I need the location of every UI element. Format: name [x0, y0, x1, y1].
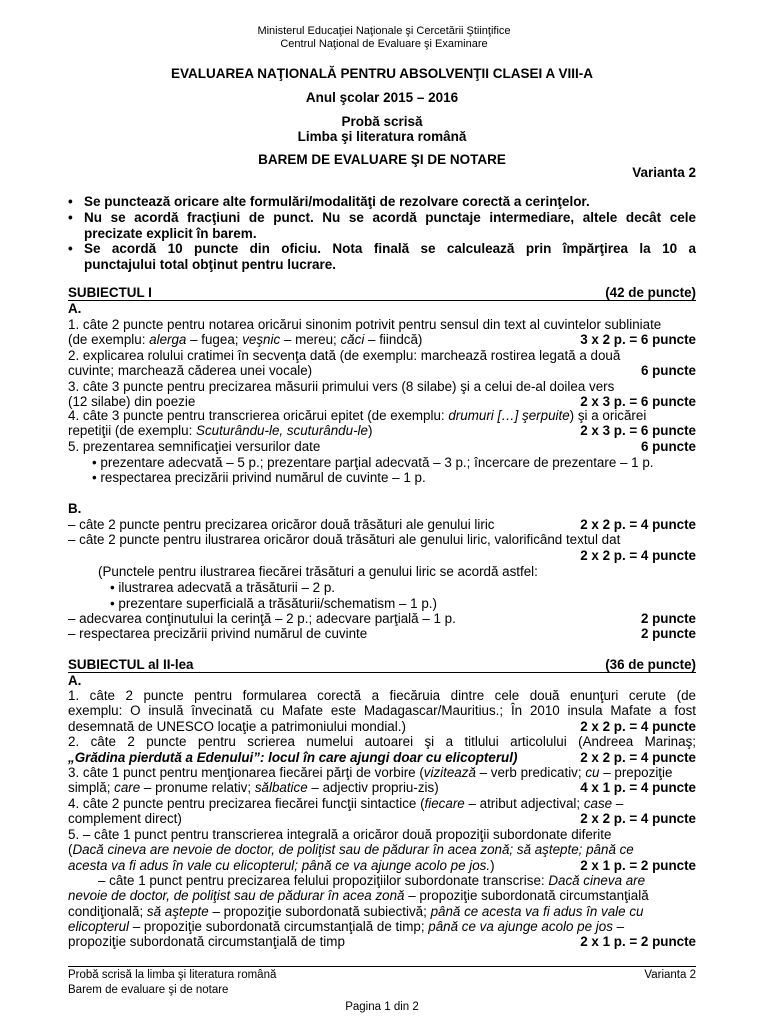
bullet-icon: •	[68, 194, 73, 209]
s1-b-line: – adecvarea conţinutului la cerinţă – 2 p.; adecvare parţială – 1 p. 2 puncte	[68, 611, 696, 626]
score: 2 x 3 p. = 6 puncte	[580, 394, 696, 409]
s1-b-line: – câte 2 puncte pentru ilustrarea oricăror două trăsături ale genului liric, valorificând textul dat	[68, 532, 621, 547]
rule-2: Nu se acordă fracţiuni de punct. Nu se acordă punctaje intermediare, altele decât cele	[84, 210, 696, 225]
subiect-1-title: SUBIECTUL I	[68, 285, 152, 300]
s1-sub-bullet: • respectarea precizării privind numărul de cuvinte – 1 p.	[92, 470, 426, 485]
s2-line: 1. câte 2 puncte pentru formularea corectă a fiecăruia dintre cele două enunţuri cerute (de	[68, 688, 696, 703]
score: 2 x 2 p. = 4 puncte	[580, 719, 696, 734]
s2-line: 4. câte 2 puncte pentru precizarea fiecărei funcţii sintactice (fiecare – atribut adjectival; case –	[68, 796, 624, 811]
s1-b-note: • ilustrarea adecvată a trăsăturii – 2 p.	[110, 580, 336, 595]
score: 2 x 2 p. = 4 puncte	[580, 750, 696, 765]
s2-line: „Grădina pierdută a Edenului”: locul în care ajungi doar cu elicopterul) 2 x 2 p. = 4 puncte	[68, 750, 696, 765]
s1-line: (de exemplu: alerga – fugea; veşnic – mereu; căci – fiindcă) 3 x 2 p. = 6 puncte	[68, 332, 696, 347]
s1-sub-bullet: • prezentare adecvată – 5 p.; prezentare parţial adecvată – 3 p.; încercare de prezentare – 1 p.	[92, 455, 654, 470]
score: 2 x 2 p. = 4 puncte	[580, 548, 696, 563]
s2-line: – câte 1 punct pentru precizarea felului propoziţiilor subordonate transcrise: Dacă cineva are	[98, 873, 646, 888]
score: 2 x 1 p. = 2 puncte	[580, 858, 696, 873]
rule-3: Se acordă 10 puncte din oficiu. Nota finală se calculează prin împărţirea la 10 a	[84, 241, 696, 256]
s1-b-note: • prezentare superficială a trăsăturii/schematism – 1 p.)	[110, 596, 437, 611]
bullet-icon: •	[68, 241, 73, 256]
s2-line: (Dacă cineva are nevoie de doctor, de poliţist sau de pădurar în acea zonă; să aştepte; până ce	[68, 842, 634, 857]
exam-title: EVALUAREA NAŢIONALĂ PENTRU ABSOLVENŢII CLASEI A VIII-A	[170, 66, 593, 81]
bullet-icon: •	[68, 210, 73, 225]
score: 2 x 2 p. = 4 puncte	[580, 517, 696, 532]
score: 2 x 3 p. = 6 puncte	[580, 423, 696, 438]
s2-line: elicopterul – propoziţie subordonată circumstanţială de timp; până ce va ajunge acolo pe jos –	[68, 919, 625, 934]
barem-title: BAREM DE EVALUARE ŞI DE NOTARE	[258, 152, 506, 167]
score: 2 puncte	[640, 611, 696, 626]
s1-line: 2. explicarea rolului cratimei în secvenţa dată (de exemplu: marchează rostirea legată a două	[68, 348, 621, 363]
section-a-label: A.	[68, 301, 82, 316]
ministry-name: Ministerul Educaţiei Naţionale şi Cercetării Ştiinţifice	[257, 25, 511, 37]
s2-line: condiţională; să aştepte – propoziţie subordonată subiectivă; până ce acesta va fi adus în vale cu	[68, 904, 644, 919]
s2-line: nevoie de doctor, de poliţist sau de pădurar în acea zonă – propoziţie subordonată circumstanţială	[68, 888, 649, 903]
score: 4 x 1 p. = 4 puncte	[580, 780, 696, 795]
s1-line: 3. câte 3 puncte pentru precizarea măsurii primului vers (8 silabe) şi a celui de-al doilea vers	[68, 379, 615, 394]
score: 6 puncte	[640, 439, 696, 454]
ministry-header	[0, 25, 768, 51]
s1-line: repetiţii (de exemplu: Scuturându-le, scuturându-le) 2 x 3 p. = 6 puncte	[68, 423, 696, 438]
subiect-1-points: (42 de puncte)	[605, 285, 696, 300]
subiect-2-header	[68, 657, 696, 673]
score: 3 x 2 p. = 6 puncte	[580, 332, 696, 347]
s2-line: 5. – câte 1 punct pentru transcrierea integrală a oricăror două propoziţii subordonate diferite	[68, 827, 612, 842]
footer-divider	[68, 966, 696, 967]
s1-line: 1. câte 2 puncte pentru notarea oricărui sinonim potrivit pentru sensul din text al cuvintelor subliniate	[68, 317, 662, 332]
footer-left-2: Barem de evaluare şi de notare	[68, 984, 229, 996]
score: 6 puncte	[640, 363, 696, 378]
s1-b-line: – respectarea precizării privind numărul de cuvinte 2 puncte	[68, 626, 696, 641]
s2-line: desemnată de UNESCO locaţie a patrimoniului mondial.) 2 x 2 p. = 4 puncte	[68, 719, 696, 734]
s2-line: exemplu: O insulă învecinată cu Mafate este Madagascar/Mauritius.; În 2010 insula Mafate a fost	[68, 703, 696, 718]
s1-b-note: (Punctele pentru ilustrarea fiecărei trăsături a genului liric se acordă astfel:	[98, 564, 538, 579]
footer-variant: Varianta 2	[644, 969, 696, 981]
s2-line: simplă; care – pronume relativ; sălbatice – adjectiv propriu-zis) 4 x 1 p. = 4 puncte	[68, 780, 696, 795]
footer-left-1: Probă scrisă la limba şi literatura română Varianta 2	[68, 969, 696, 981]
s1-line: 5. prezentarea semnificaţiei versurilor date 6 puncte	[68, 439, 696, 454]
s1-b-line: – câte 2 puncte pentru precizarea oricăror două trăsături ale genului liric 2 x 2 p. = 4 puncte	[68, 517, 696, 532]
rule-1: Se punctează oricare alte formulări/modalităţi de rezolvare corectă a cerinţelor.	[84, 194, 590, 209]
variant-label: Varianta 2	[632, 165, 696, 180]
rule-2-cont: precizate explicit în barem.	[84, 226, 257, 241]
s2-line: acesta va fi adus în vale cu elicopterul; până ce va ajunge acolo pe jos.) 2 x 1 p. = 2 puncte	[68, 858, 696, 873]
subiect-1-header	[68, 285, 696, 301]
s2-line: complement direct) 2 x 2 p. = 4 puncte	[68, 811, 696, 826]
score: 2 x 2 p. = 4 puncte	[580, 811, 696, 826]
s2-line: 2. câte 2 puncte pentru scrierea numelui autoarei şi a titlului articolului (Andreea Marinaş;	[68, 734, 696, 749]
page-number: Pagina 1 din 2	[345, 1001, 419, 1013]
section-a-label: A.	[68, 673, 82, 688]
s2-line: 3. câte 1 punct pentru menţionarea fiecărei părţi de vorbire (vizitează – verb predicativ; cu – prepoziţie	[68, 765, 673, 780]
s1-line: (12 silabe) din poezie 2 x 3 p. = 6 puncte	[68, 394, 696, 409]
exam-type: Probă scrisă	[341, 114, 423, 129]
subject-name: Limba şi literatura română	[297, 129, 467, 144]
subiect-2-points: (36 de puncte)	[605, 657, 696, 672]
school-year: Anul şcolar 2015 – 2016	[305, 90, 459, 105]
rule-3-cont: punctajului total obţinut pentru lucrare.	[84, 257, 336, 272]
section-b-label: B.	[68, 501, 82, 516]
center-name: Centrul Naţional de Evaluare şi Examinare	[280, 38, 488, 50]
s1-line: 4. câte 3 puncte pentru transcrierea oricărui epitet (de exemplu: drumuri […] şerpuite) şi a oricărei	[68, 408, 647, 423]
score: 2 x 1 p. = 2 puncte	[580, 934, 696, 949]
subiect-2-title: SUBIECTUL al II-lea	[68, 657, 194, 672]
score: 2 puncte	[640, 626, 696, 641]
s1-line: cuvinte; marchează căderea unei vocale) 6 puncte	[68, 363, 696, 378]
s2-line: propoziţie subordonată circumstanţială de timp 2 x 1 p. = 2 puncte	[68, 934, 696, 949]
